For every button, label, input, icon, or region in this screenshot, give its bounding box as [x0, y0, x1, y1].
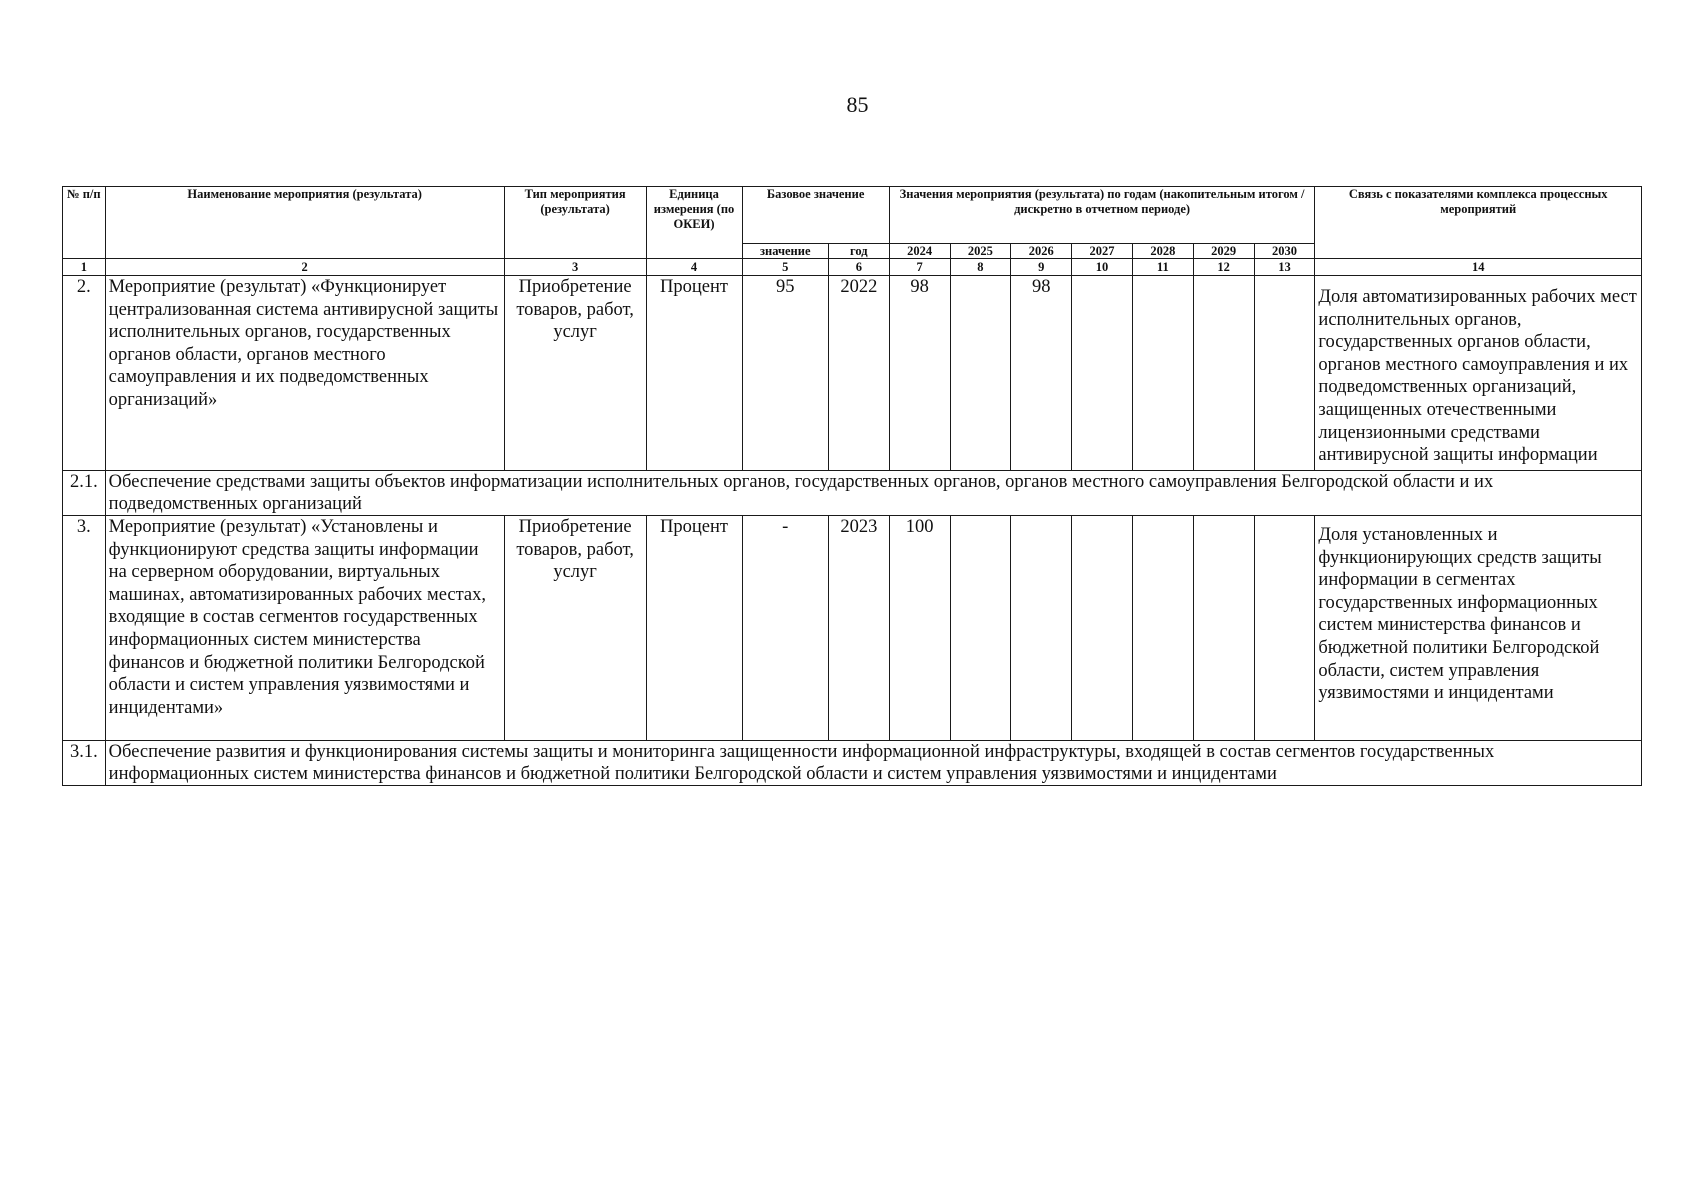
column-number-row — [63, 259, 1642, 276]
header-year: 2025 — [950, 244, 1011, 259]
row-year-value — [1193, 516, 1254, 741]
column-number: 7 — [889, 259, 950, 276]
header-year: 2027 — [1072, 244, 1133, 259]
activities-table — [62, 186, 1642, 786]
sub-row — [63, 741, 1642, 786]
column-number: 10 — [1072, 259, 1133, 276]
row-link: Доля автоматизированных рабочих мест исполнительных органов, государственных органов области, органов местного самоуправления и их подведомственных организаций, защищенных отечественными лицензионными средствами антивирусной защиты информации — [1315, 276, 1642, 471]
sub-row-text: Обеспечение развития и функционирования системы защиты и мониторинга защищенности информационной инфраструктуры, входящей в состав сегментов государственных информационных систем министерства финансов и бюджетной политики Белгородской области и систем управления уязвимостями и инцидентами — [105, 741, 1641, 786]
row-type: Приобретение товаров, работ, услуг — [504, 516, 646, 741]
column-number: 2 — [105, 259, 504, 276]
column-number: 9 — [1011, 259, 1072, 276]
row-year-value: 98 — [889, 276, 950, 471]
header-type: Тип мероприятия (результата) — [504, 187, 646, 259]
header-years-group: Значения мероприятия (результата) по годам (накопительным итогом / дискретно в отчетном периоде) — [889, 187, 1315, 244]
column-number: 14 — [1315, 259, 1642, 276]
sub-row-number: 3.1. — [63, 741, 106, 786]
row-year-value — [950, 276, 1011, 471]
header-year: 2030 — [1254, 244, 1315, 259]
column-number: 5 — [742, 259, 828, 276]
sub-row-text: Обеспечение средствами защиты объектов информатизации исполнительных органов, государственных органов, органов местного самоуправления Белгородской области и их подведомственных организаций — [105, 471, 1641, 516]
row-year-value: 100 — [889, 516, 950, 741]
row-year-value — [1011, 516, 1072, 741]
page-number: 85 — [846, 92, 869, 117]
header-base-value: значение — [742, 244, 828, 259]
column-number: 4 — [646, 259, 742, 276]
row-year-value — [1132, 276, 1193, 471]
column-number: 3 — [504, 259, 646, 276]
row-base-year: 2022 — [828, 276, 889, 471]
header-year: 2028 — [1132, 244, 1193, 259]
row-base-value: - — [742, 516, 828, 741]
header-unit: Единица измерения (по ОКЕИ) — [646, 187, 742, 259]
row-type: Приобретение товаров, работ, услуг — [504, 276, 646, 471]
header-year: 2024 — [889, 244, 950, 259]
row-base-year: 2023 — [828, 516, 889, 741]
sub-row-number: 2.1. — [63, 471, 106, 516]
column-number: 11 — [1132, 259, 1193, 276]
row-year-value — [1072, 276, 1133, 471]
header-year: 2029 — [1193, 244, 1254, 259]
row-name: Мероприятие (результат) «Установлены и функционируют средства защиты информации на серверном оборудовании, виртуальных машинах, автоматизированных рабочих местах, входящие в состав сегментов государственных информационных систем министерства финансов и бюджетной политики Белгородской области и систем управления уязвимостями и инцидентами» — [105, 516, 504, 741]
row-number: 3. — [63, 516, 106, 741]
row-name: Мероприятие (результат) «Функционирует централизованная система антивирусной защиты исполнительных органов, государственных органов области, органов местного самоуправления и их подведомственных организаций» — [105, 276, 504, 471]
row-unit: Процент — [646, 276, 742, 471]
header-link: Связь с показателями комплекса процессных мероприятий — [1315, 187, 1642, 259]
header-base-year: год — [828, 244, 889, 259]
row-year-value — [1254, 276, 1315, 471]
row-year-value — [1072, 516, 1133, 741]
header-base: Базовое значение — [742, 187, 889, 244]
column-number: 8 — [950, 259, 1011, 276]
row-unit: Процент — [646, 516, 742, 741]
row-year-value — [1193, 276, 1254, 471]
row-year-value: 98 — [1011, 276, 1072, 471]
header-num: № п/п — [63, 187, 106, 259]
table-row — [63, 276, 1642, 471]
row-year-value — [1254, 516, 1315, 741]
row-year-value — [1132, 516, 1193, 741]
column-number: 12 — [1193, 259, 1254, 276]
header-year: 2026 — [1011, 244, 1072, 259]
row-number: 2. — [63, 276, 106, 471]
table-row — [63, 516, 1642, 741]
row-base-value: 95 — [742, 276, 828, 471]
row-link: Доля установленных и функционирующих средств защиты информации в сегментах государственных информационных систем министерства финансов и бюджетной политики Белгородской области, систем управления уязвимостями и инцидентами — [1315, 516, 1642, 741]
column-number: 1 — [63, 259, 106, 276]
header-row-main — [63, 187, 1642, 244]
header-name: Наименование мероприятия (результата) — [105, 187, 504, 259]
row-year-value — [950, 516, 1011, 741]
column-number: 6 — [828, 259, 889, 276]
column-number: 13 — [1254, 259, 1315, 276]
sub-row — [63, 471, 1642, 516]
